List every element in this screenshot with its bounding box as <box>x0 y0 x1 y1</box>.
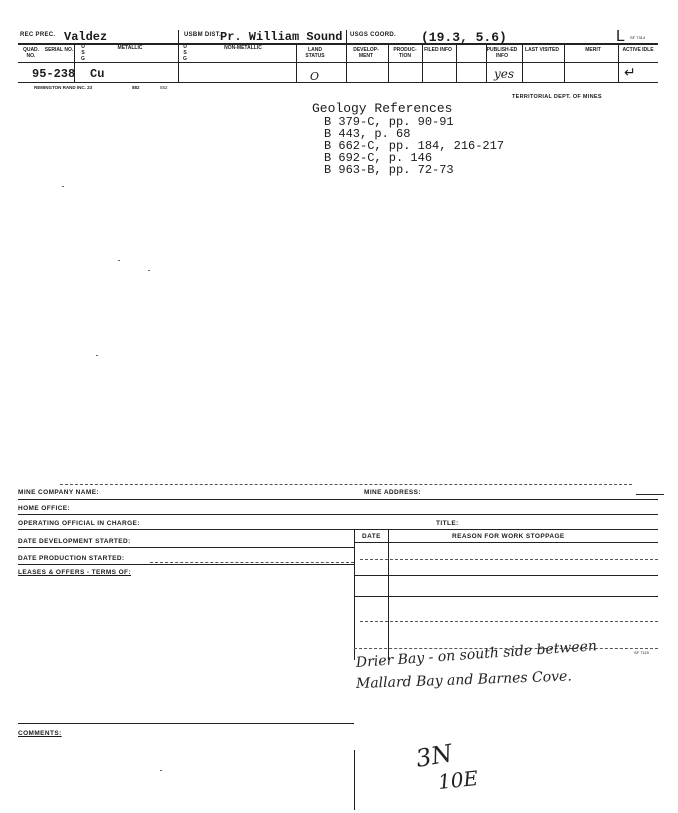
speck <box>96 355 98 356</box>
production-label: PRODUC-TION <box>393 47 417 59</box>
mine-company-name-label: MINE COMPANY NAME: <box>18 489 99 496</box>
geology-ref-item: B 692-C, p. 146 <box>324 151 433 165</box>
header-table <box>18 30 658 98</box>
usg-label-nonmetal: U S G <box>183 44 187 62</box>
merit-label: MERIT <box>585 47 601 53</box>
comments-label: COMMENTS: <box>18 730 62 737</box>
filed-info-label: FILED INFO <box>424 47 452 53</box>
handwritten-location-line-1: Drier Bay - on south side between <box>355 638 598 671</box>
handwritten-township: 3N <box>413 739 455 773</box>
operating-official-label: OPERATING OFFICIAL IN CHARGE: <box>18 520 140 527</box>
date-col-label: DATE <box>362 533 381 540</box>
geology-ref-item: B 443, p. 68 <box>324 127 411 141</box>
land-status-label: LAND STATUS <box>305 47 325 59</box>
printer-line: REMINGTON RAND INC. 23 <box>34 85 93 90</box>
active-check-mark: ↵ <box>624 64 636 80</box>
last-visited-label: LAST VISITED <box>525 47 559 53</box>
handwritten-location-line-2: Mallard Bay and Barnes Cove. <box>355 668 573 692</box>
geology-ref-item: B 379-C, pp. 90-91 <box>324 115 454 129</box>
mine-address-label: MINE ADDRESS: <box>364 489 421 496</box>
published-info-label: PUBLISH-ED INFO <box>486 47 518 59</box>
published-info-value: yes <box>494 67 515 81</box>
metallic-value: Cu <box>90 67 105 81</box>
speck <box>148 270 150 271</box>
geology-ref-item: B 963-B, pp. 72-73 <box>324 163 454 177</box>
speck <box>62 186 64 187</box>
usbm-dist-value: Pr. William Sound <box>220 30 343 44</box>
usgs-coord-label: USGS COORD. <box>350 32 396 38</box>
printer-code-1: 882 <box>132 85 140 90</box>
usbm-dist-label: USBM DIST. <box>184 32 222 38</box>
rec-prec-label: REC PREC. <box>20 32 56 38</box>
handwritten-range: 10E <box>436 765 480 795</box>
speck <box>118 260 120 261</box>
home-office-label: HOME OFFICE: <box>18 505 71 512</box>
land-status-value: O <box>310 70 320 83</box>
title-label: TITLE: <box>436 520 459 527</box>
geology-references <box>312 102 612 176</box>
metallic-label: METALLIC <box>117 45 143 51</box>
usgs-coord-value: (19.3, 5.6) <box>421 30 507 45</box>
usg-label-metal: U S G <box>81 44 85 62</box>
date-production-label: DATE PRODUCTION STARTED: <box>18 555 125 562</box>
geology-title: Geology References <box>312 101 453 116</box>
serial-no-label: SERIAL NO. <box>44 47 74 53</box>
form-code-bottom: SF 7115 <box>634 650 649 655</box>
form-code-top: SF 7314 <box>630 35 646 40</box>
reason-col-label: REASON FOR WORK STOPPAGE <box>452 533 565 540</box>
territorial-dept: TERRITORIAL DEPT. OF MINES <box>512 94 602 100</box>
lower-form <box>0 480 678 813</box>
date-development-label: DATE DEVELOPMENT STARTED: <box>18 538 131 545</box>
rec-prec-value: Valdez <box>64 30 108 44</box>
quad-serial-value: 95-238 <box>32 67 76 81</box>
active-idle-label: ACTIVE IDLE <box>622 47 654 53</box>
non-metallic-label: NON-METALLIC <box>224 45 262 51</box>
printer-code-2: 552 <box>160 85 168 90</box>
development-label: DEVELOP-MENT <box>353 47 379 59</box>
geology-ref-item: B 662-C, pp. 184, 216-217 <box>324 139 505 153</box>
corner-mark: L <box>616 28 625 45</box>
leases-label: LEASES & OFFERS - TERMS OF: <box>18 569 131 576</box>
quad-no-label: QUAD. NO. <box>22 47 40 59</box>
